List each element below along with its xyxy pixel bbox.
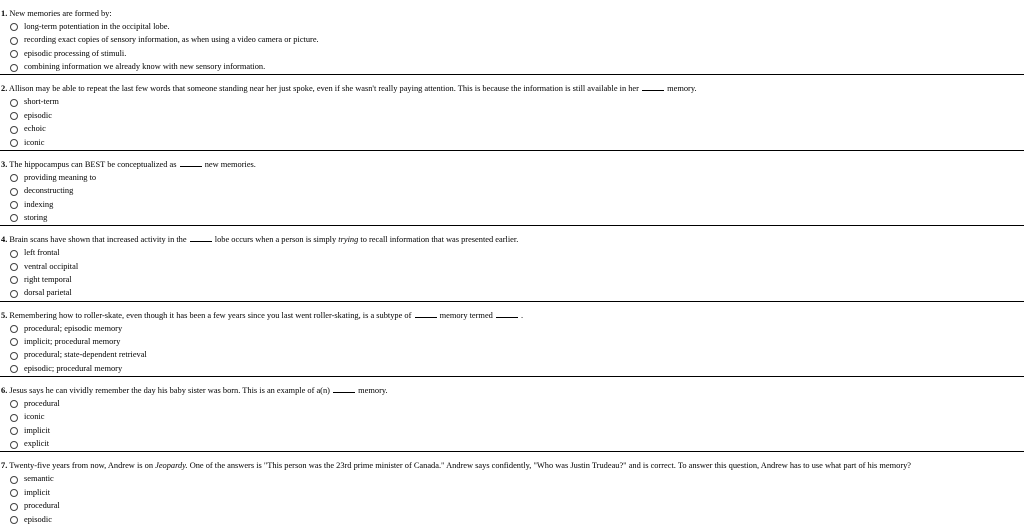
answer-choice[interactable] (0, 260, 1024, 273)
answer-choice-label[interactable]: implicit (24, 425, 51, 435)
answer-choice[interactable] (0, 486, 1024, 499)
question-text-segment: lobe occurs when a person is simply (214, 235, 337, 245)
answer-choice[interactable] (0, 472, 1024, 485)
answer-choice[interactable] (0, 20, 1024, 33)
question-number: 7. (1, 461, 8, 471)
radio-button[interactable] (10, 250, 18, 258)
answer-choice-label[interactable]: long-term potentiation in the occipital lobe. (24, 22, 170, 31)
answer-choice-label[interactable]: implicit (24, 487, 51, 497)
answer-choice[interactable] (0, 60, 1024, 73)
answer-choice-label[interactable]: storing (24, 212, 48, 222)
question-text-segment: memory. (667, 84, 697, 94)
answer-choice[interactable] (0, 362, 1024, 375)
answer-choice[interactable] (0, 136, 1024, 149)
question-text-segment: memory. (358, 385, 388, 395)
answer-choice[interactable] (0, 348, 1024, 361)
question-text-segment: Remembering how to roller-skate, even though it has been a few years since you last went roller-skating, is a subtype of (9, 310, 412, 320)
answer-choice[interactable] (0, 95, 1024, 108)
answer-choice-label[interactable]: echoic (24, 124, 46, 134)
answer-choice[interactable] (0, 109, 1024, 122)
question-text-segment: The hippocampus can BEST be conceptualized as (9, 159, 177, 169)
answer-choice-label[interactable]: episodic (24, 514, 52, 524)
radio-button[interactable] (10, 427, 18, 435)
answer-choice[interactable] (0, 437, 1024, 450)
radio-button[interactable] (10, 201, 18, 209)
answer-choice-label[interactable]: right temporal (24, 274, 72, 284)
radio-button[interactable] (10, 99, 18, 107)
fill-in-blank (333, 385, 355, 393)
question-text (0, 309, 1024, 322)
question-text-segment: memory termed (439, 310, 493, 320)
radio-button[interactable] (10, 214, 18, 222)
question-number: 6. (1, 385, 8, 395)
answer-choice-label[interactable]: procedural; state-dependent retrieval (24, 350, 147, 360)
question-5 (0, 302, 1024, 377)
question-text-segment: Jesus says he can vividly remember the day his baby sister was born. This is an example of a(n) (9, 385, 330, 395)
radio-button[interactable] (10, 23, 18, 31)
radio-button[interactable] (10, 126, 18, 134)
answer-choice-label[interactable]: iconic (24, 412, 45, 422)
question-text (0, 384, 1024, 397)
radio-button[interactable] (10, 188, 18, 196)
question-text (0, 233, 1024, 246)
question-text-segment: Allison may be able to repeat the last few words that someone standing near her just spoke, even if she wasn't really paying attention. This is because the information is still available in her (8, 84, 639, 94)
question-text-italic: Jeopardy. (155, 461, 188, 471)
radio-button[interactable] (10, 37, 18, 45)
answer-choice[interactable] (0, 286, 1024, 299)
answer-choice[interactable] (0, 184, 1024, 197)
question-text-segment: One of the answers is "This person was the 23rd prime minister of Canada." Andrew says confidently, "Who was Justin Trudeau?" and is correct. To answer this question, Andrew has to use what part of his memory? (189, 461, 912, 471)
answer-choice-label[interactable]: procedural (24, 501, 60, 511)
question-2 (0, 75, 1024, 150)
radio-button[interactable] (10, 325, 18, 333)
question-4 (0, 226, 1024, 301)
answer-choice[interactable] (0, 273, 1024, 286)
question-text-segment: Twenty-five years from now, Andrew is on (9, 461, 154, 471)
answer-choice-label[interactable]: deconstructing (24, 186, 74, 196)
question-number: 2. (1, 84, 8, 94)
question-text (0, 82, 1024, 95)
answer-choice-label[interactable]: procedural; episodic memory (24, 323, 123, 333)
question-text-italic: trying (338, 235, 359, 245)
answer-choice-label[interactable]: dorsal parietal (24, 288, 72, 298)
answer-choice-label[interactable]: iconic (24, 137, 45, 147)
radio-button[interactable] (10, 503, 18, 511)
answer-choice-label[interactable]: episodic; procedural memory (24, 363, 123, 373)
radio-button[interactable] (10, 112, 18, 120)
answer-choice[interactable] (0, 246, 1024, 259)
answer-choice[interactable] (0, 322, 1024, 335)
radio-button[interactable] (10, 290, 18, 298)
answer-choice[interactable] (0, 47, 1024, 60)
answer-choice-label[interactable]: episodic (24, 110, 52, 120)
radio-button[interactable] (10, 489, 18, 497)
answer-choice-label[interactable]: semantic (24, 474, 54, 484)
radio-button[interactable] (10, 50, 18, 58)
radio-button[interactable] (10, 276, 18, 284)
question-text (0, 7, 1024, 20)
radio-button[interactable] (10, 174, 18, 182)
radio-button[interactable] (10, 476, 18, 484)
radio-button[interactable] (10, 352, 18, 360)
question-text-segment: new memories. (204, 159, 256, 169)
question-text-segment: to recall information that was presented earlier. (360, 235, 519, 245)
answer-choice-label[interactable]: ventral occipital (24, 261, 79, 271)
answer-choice[interactable] (0, 33, 1024, 46)
answer-choice[interactable] (0, 424, 1024, 437)
radio-button[interactable] (10, 64, 18, 72)
fill-in-blank (496, 310, 518, 318)
fill-in-blank (180, 159, 202, 167)
fill-in-blank (190, 234, 212, 242)
answer-choice-label[interactable]: combining information we already know with new sensory information. (24, 62, 266, 72)
answer-choice-label[interactable]: short-term (24, 97, 59, 107)
answer-choice-label[interactable]: left frontal (24, 248, 60, 258)
answer-choice[interactable] (0, 499, 1024, 512)
question-text (0, 459, 1024, 472)
question-3 (0, 151, 1024, 226)
answer-choice[interactable] (0, 397, 1024, 410)
question-text (0, 158, 1024, 171)
radio-button[interactable] (10, 263, 18, 271)
answer-choice-label[interactable]: explicit (24, 439, 50, 449)
question-number: 1. (1, 9, 8, 18)
radio-button[interactable] (10, 516, 18, 524)
fill-in-blank (642, 83, 664, 91)
question-text-segment: Brain scans have shown that increased activity in the (9, 235, 187, 245)
question-number: 5. (1, 310, 8, 320)
question-1 (0, 0, 1024, 75)
answer-choice[interactable] (0, 410, 1024, 423)
answer-choice-label[interactable]: providing meaning to (24, 172, 97, 182)
question-number: 4. (1, 235, 8, 245)
answer-choice-label[interactable]: episodic processing of stimuli. (24, 48, 127, 58)
answer-choice-label[interactable]: recording exact copies of sensory information, as when using a video camera or picture. (24, 35, 319, 45)
answer-choice[interactable] (0, 211, 1024, 224)
question-text-segment: . (521, 310, 524, 320)
radio-button[interactable] (10, 338, 18, 346)
question-text-segment: New memories are formed by: (9, 9, 112, 18)
answer-choice[interactable] (0, 513, 1024, 526)
answer-choice[interactable] (0, 171, 1024, 184)
radio-button[interactable] (10, 414, 18, 422)
answer-choice-label[interactable]: indexing (24, 199, 54, 209)
radio-button[interactable] (10, 400, 18, 408)
answer-choice[interactable] (0, 198, 1024, 211)
radio-button[interactable] (10, 365, 18, 373)
question-7 (0, 452, 1024, 527)
radio-button[interactable] (10, 139, 18, 147)
question-number: 3. (1, 159, 8, 169)
answer-choice[interactable] (0, 335, 1024, 348)
question-6 (0, 377, 1024, 452)
answer-choice-label[interactable]: procedural (24, 398, 60, 408)
fill-in-blank (415, 310, 437, 318)
answer-choice[interactable] (0, 122, 1024, 135)
radio-button[interactable] (10, 441, 18, 449)
answer-choice-label[interactable]: implicit; procedural memory (24, 336, 121, 346)
